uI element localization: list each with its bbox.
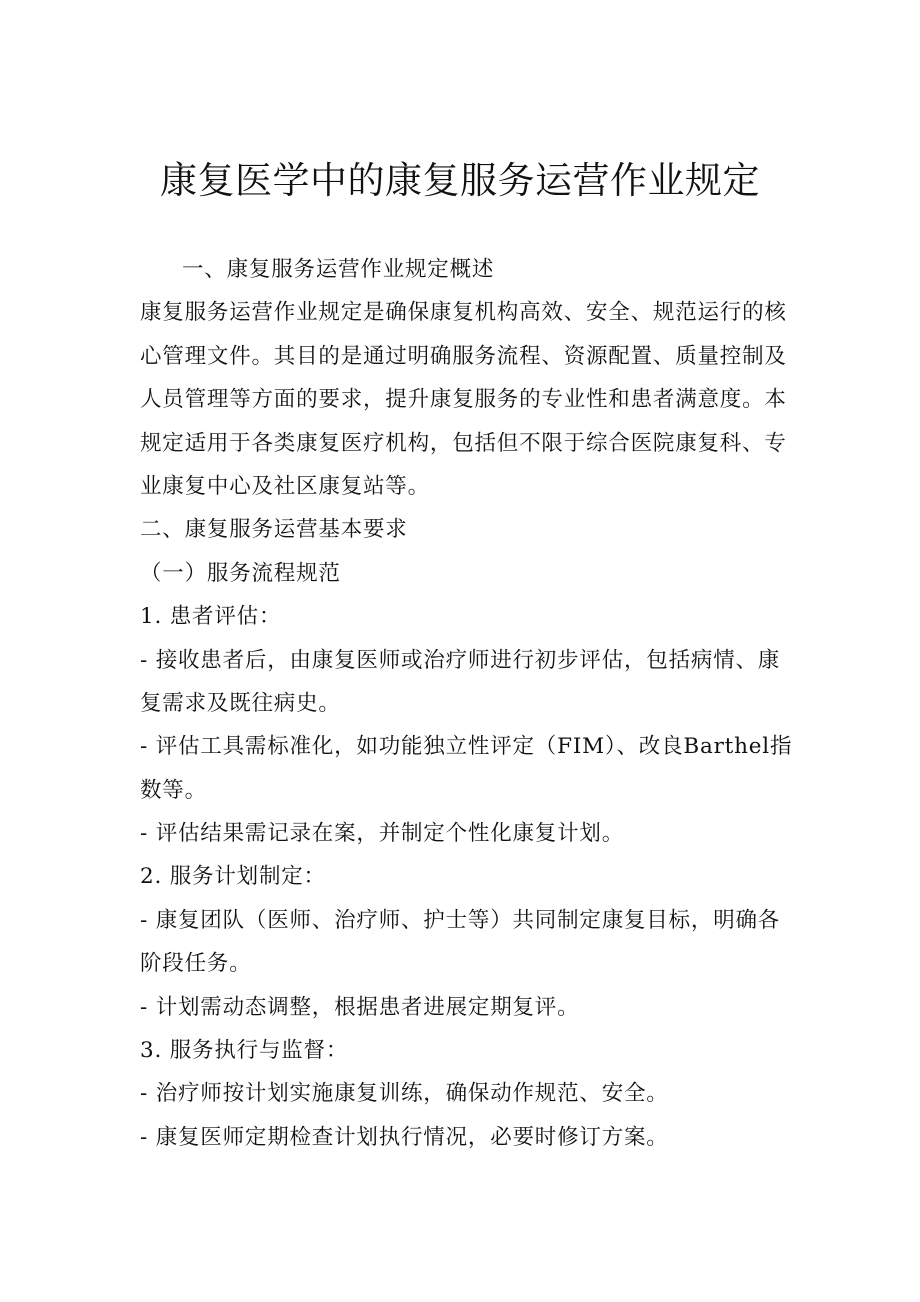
text-line: 人员管理等方面的要求，提升康复服务的专业性和患者满意度。本 [140,387,787,413]
text-line: 一、康复服务运营作业规定概述 [182,257,495,282]
text-line: - 康复团队（医师、治疗师、护士等）共同制定康复目标，明确各 [140,907,781,933]
text-line: 3. 服务执行与监督： [140,1038,349,1064]
document-body [140,253,793,1164]
text-line: 复需求及既往病史。 [140,690,341,716]
text-line: - 治疗师按计划实施康复训练，确保动作规范、安全。 [140,1081,669,1107]
text-line: 阶段任务。 [140,951,252,977]
text-line: 二、康复服务运营基本要求 [140,517,408,543]
text-line: 1. 患者评估： [140,604,282,630]
text-line: - 康复医师定期检查计划执行情况，必要时修订方案。 [140,1124,669,1150]
document-title: 康复医学中的康复服务运营作业规定 [160,159,760,202]
text-line: - 接收患者后，由康复医师或治疗师进行初步评估，包括病情、康 [140,647,781,673]
text-line: 业康复中心及社区康复站等。 [140,473,430,499]
text-line: 规定适用于各类康复医疗机构，包括但不限于综合医院康复科、专 [140,430,787,456]
text-line: 数等。 [140,777,207,803]
text-line: - 评估结果需记录在案，并制定个性化康复计划。 [140,821,625,847]
text-line: - 评估工具需标准化，如功能独立性评定（FIM）、改良Barthel指 [140,734,793,760]
text-line: 心管理文件。其目的是通过明确服务流程、资源配置、质量控制及 [140,343,787,369]
text-line: 2. 服务计划制定： [140,864,326,890]
text-line: - 计划需动态调整，根据患者进展定期复评。 [140,994,580,1020]
text-line: （一）服务流程规范 [140,560,341,586]
text-line: 康复服务运营作业规定是确保康复机构高效、安全、规范运行的核 [140,300,787,326]
